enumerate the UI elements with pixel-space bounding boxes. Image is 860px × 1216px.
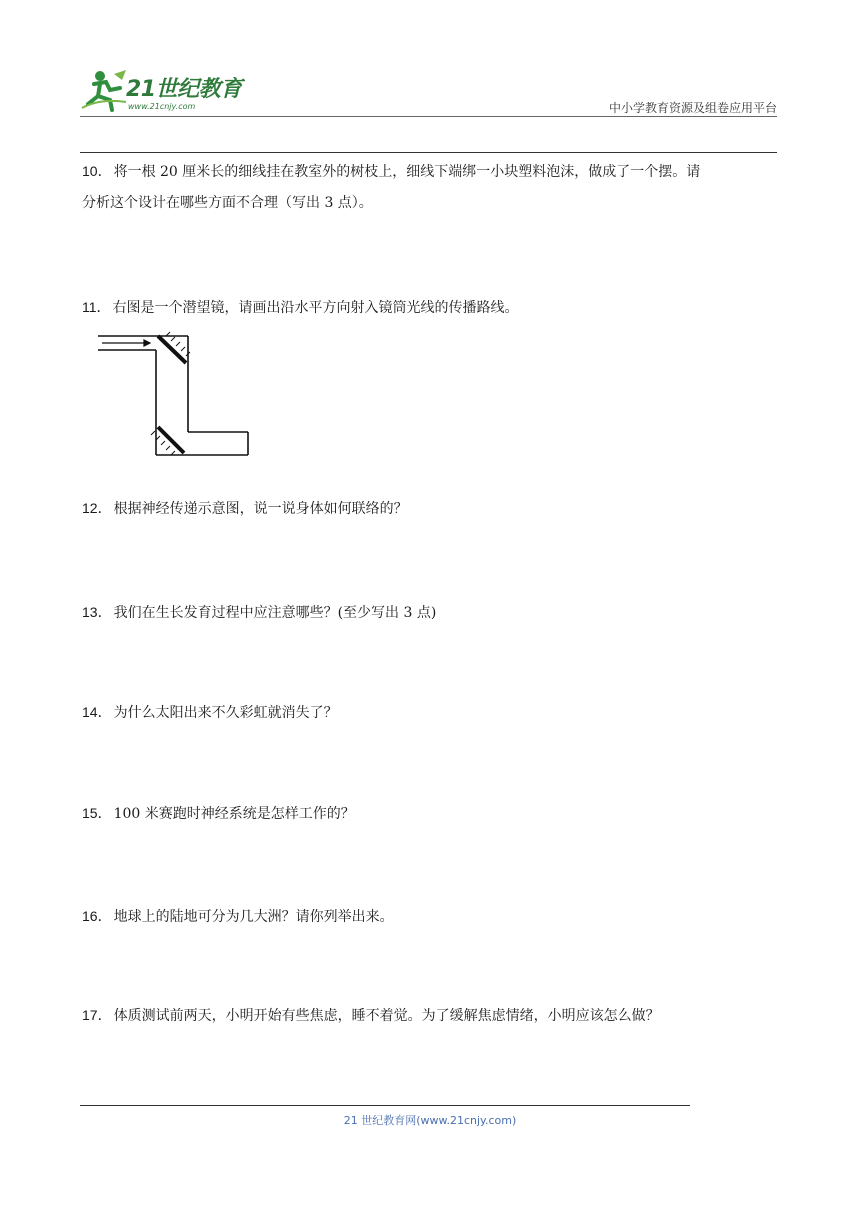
light-arrow — [102, 340, 150, 346]
question-text: 为什么太阳出来不久彩虹就消失了？ — [113, 705, 338, 721]
question-12 — [82, 493, 777, 525]
question-text-continued: 分析这个设计在哪些方面不合理（写出 3 点）。 — [82, 195, 373, 211]
footer-link[interactable]: 21 世纪教育网(www.21cnjy.com) — [343, 1114, 517, 1127]
question-text: 右图是一个潜望镜，请画出沿水平方向射入镜筒光线的传播路线。 — [112, 300, 519, 316]
question-text: 体质测试前两天，小明开始有些焦虑，睡不着觉。为了缓解焦虑情绪，小明应该怎么做？ — [113, 1008, 660, 1024]
logo-url: www.21cnjy.com — [128, 102, 196, 111]
question-14 — [82, 697, 777, 729]
question-number: 14． — [82, 704, 112, 720]
question-number: 11． — [82, 299, 111, 315]
question-number: 13． — [82, 604, 112, 620]
question-number: 17． — [82, 1007, 112, 1023]
question-10 — [82, 156, 777, 219]
site-logo[interactable] — [80, 66, 280, 116]
top-divider — [80, 152, 777, 153]
question-number: 16． — [82, 908, 112, 924]
question-number: 12． — [82, 500, 112, 516]
question-13 — [82, 597, 777, 629]
platform-title: 中小学教育资源及组卷应用平台 — [608, 101, 777, 115]
question-text: 我们在生长发育过程中应注意哪些？(至少写出 3 点) — [113, 605, 437, 621]
logo-text: 21世纪教育 — [126, 77, 242, 102]
question-text: 将一根 20 厘米长的细线挂在教室外的树枝上，细线下端绑一小块塑料泡沫，做成了一个摆。请 — [113, 164, 701, 180]
header-divider — [80, 116, 777, 117]
question-17 — [82, 1000, 777, 1032]
question-11 — [82, 292, 777, 324]
question-text: 根据神经传递示意图，说一说身体如何联络的？ — [113, 501, 408, 517]
question-text: 100 米赛跑时神经系统是怎样工作的？ — [113, 806, 355, 822]
runner-logo-icon — [80, 68, 128, 114]
question-15 — [82, 798, 777, 830]
question-text: 地球上的陆地可分为几大洲？请你列举出来。 — [113, 909, 394, 925]
periscope-diagram — [98, 325, 258, 460]
footer-divider — [80, 1105, 690, 1106]
question-number: 15． — [82, 805, 112, 821]
page-header — [80, 66, 777, 116]
question-16 — [82, 901, 777, 933]
question-number: 10． — [82, 163, 112, 179]
